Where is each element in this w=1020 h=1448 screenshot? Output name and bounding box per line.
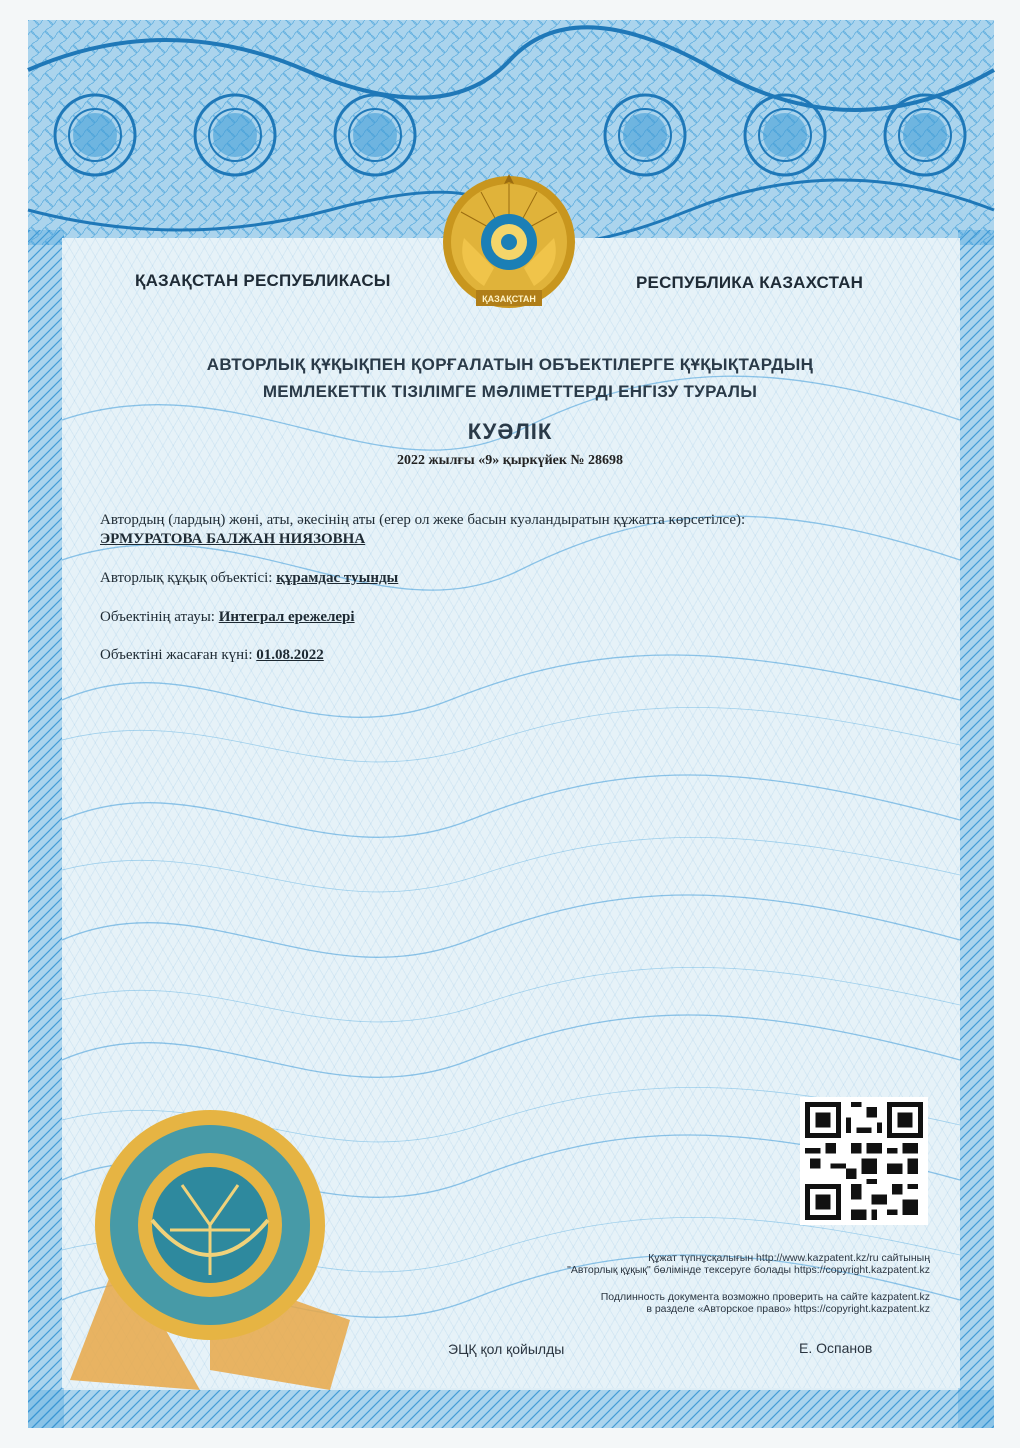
verify-kz	[370, 1252, 930, 1276]
emblem-ribbon: ҚАЗАҚСТАН	[482, 294, 536, 304]
qr-code-icon	[800, 1097, 928, 1225]
name-row	[100, 609, 355, 626]
object-value: құрамдас туынды	[276, 570, 399, 586]
institute-seal-icon	[60, 1090, 360, 1390]
verify-ru-line-1: Подлинность документа возможно проверить на сайте kazpatent.kz	[600, 1291, 930, 1303]
signature-right: Е. Оспанов	[799, 1340, 873, 1356]
document-type: КУӘЛІК	[467, 419, 553, 444]
verify-kz-line-1: Құжат түпнұсқалығын http://www.kazpatent.kz/ru сайтының	[648, 1252, 930, 1264]
object-label: Авторлық құқық объектісі:	[100, 570, 273, 586]
verify-kz-line-2: "Авторлық құқық" бөлімінде тексеруге болады https://copyright.kazpatent.kz	[567, 1264, 930, 1276]
author-value: ЭРМУРАТОВА БАЛЖАН НИЯЗОВНА	[100, 531, 366, 547]
header-right: РЕСПУБЛИКА КАЗАХСТАН	[636, 273, 864, 292]
verify-ru-line-2: в разделе «Авторское право» https://copyright.kazpatent.kz	[646, 1303, 930, 1315]
name-value: Интеграл ережелері	[218, 609, 355, 625]
state-emblem-icon	[436, 168, 582, 320]
verify-ru	[370, 1291, 930, 1315]
object-row	[100, 570, 398, 587]
signature-left: ЭЦҚ қол қойылды	[448, 1341, 565, 1357]
author-label: Автордың (лардың) жөні, аты, әкесінің аты (егер ол жеке басын куәландыратын құжатта көрсетілсе):	[100, 512, 746, 528]
date-value: 01.08.2022	[256, 647, 324, 663]
title-line-1: АВТОРЛЫҚ ҚҰҚЫҚПЕН ҚОРҒАЛАТЫН ОБЪЕКТІЛЕРГЕ ҚҰҚЫҚТАРДЫҢ	[206, 355, 814, 374]
name-label: Объектінің атауы:	[100, 609, 215, 625]
date-label: Объектіні жасаған күні:	[100, 647, 253, 663]
date-row	[100, 647, 324, 664]
header-left: ҚАЗАҚСТАН РЕСПУБЛИКАСЫ	[135, 271, 391, 290]
title-line-2: МЕМЛЕКЕТТІК ТІЗІЛІМГЕ МӘЛІМЕТТЕРДІ ЕНГІЗУ ТУРАЛЫ	[262, 382, 758, 401]
registration-line: 2022 жылғы «9» қыркүйек № 28698	[397, 453, 623, 468]
